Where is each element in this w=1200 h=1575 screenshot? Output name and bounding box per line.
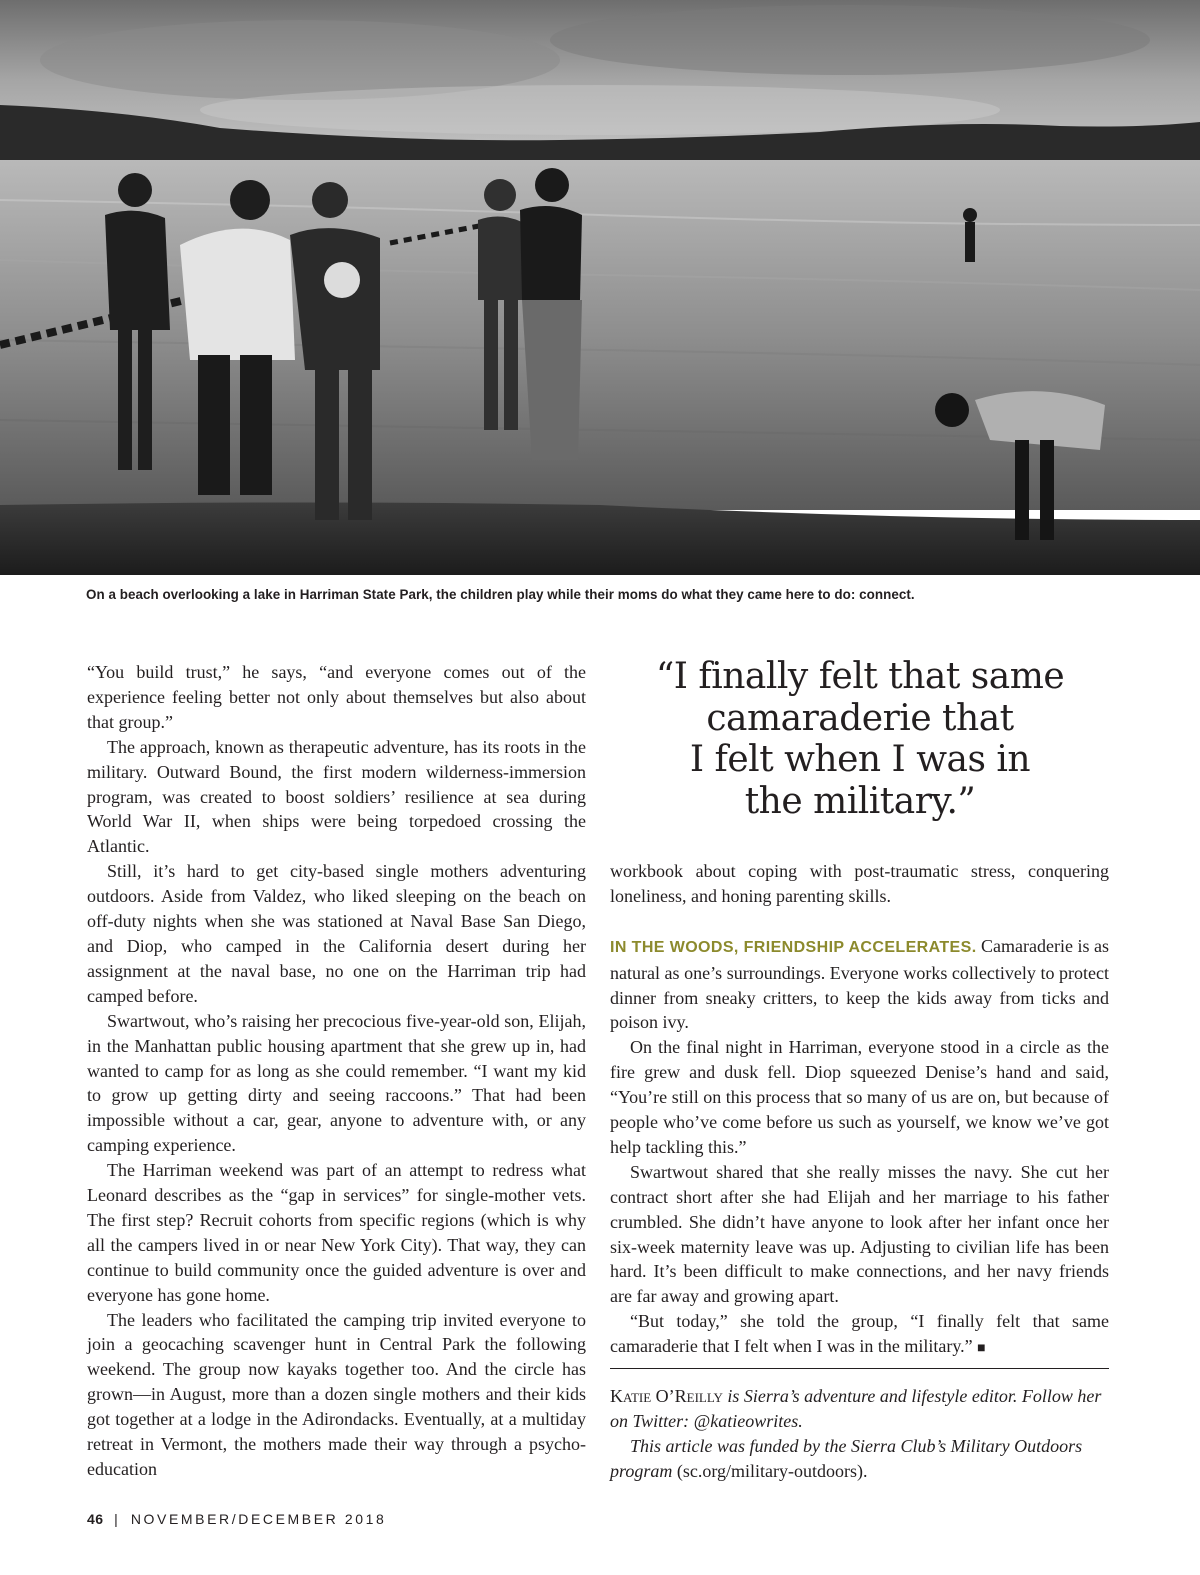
page-number: 46 [87, 1511, 104, 1527]
issue-date: NOVEMBER/DECEMBER 2018 [130, 1511, 387, 1527]
body-paragraph [610, 1309, 1109, 1362]
funding-credit: This article was funded by the Sierra Club’s Military Outdoors program [610, 1435, 1083, 1481]
author-bio [610, 1384, 1109, 1484]
author-name: Katie O’Reilly [610, 1386, 723, 1406]
section-paragraph [610, 934, 1109, 1036]
section-runin-heading: IN THE WOODS, FRIENDSHIP ACCELERATES. [610, 938, 977, 956]
pull-quote-line: the military.” [744, 780, 976, 822]
body-paragraph: The leaders who facilitated the camping trip invited everyone to join a geocaching scavenger hunt in Central Park the following weekend. The group now kayaks together too. And the circle has grown—in August, more than a dozen single mothers and their kids got together at a lodge in the Adirondacks. Eventually, at a multiday retreat in Vermont, the mothers made their way through a psycho-education [87, 1309, 586, 1479]
body-paragraph: “You build trust,” he says, “and everyone comes out of the experience feeling better not only about themselves but also about that group.” [87, 662, 586, 732]
photo-caption: On a beach overlooking a lake in Harriman State Park, the children play while their moms do what they came here to do: connect. [86, 587, 915, 602]
body-paragraph: Swartwout, who’s raising her precocious five-year-old son, Elijah, in the Manhattan public housing apartment that she grew up in, had wanted to camp for as long as she could remember. “I want my kid to grow up getting dirty and seeing raccoons.” That had been impossible without a car, gear, anyone to adventure with, or any camping experience. [87, 1010, 586, 1156]
body-paragraph: On the final night in Harriman, everyone stood in a circle as the fire grew and dusk fell. Diop squeezed Denise’s hand and said, “You’re still on this process that so many of us are on, but because of people who’ve come before us such as yourself, we know we’ve got help tackling this.” [610, 1037, 1109, 1157]
page-footer [87, 1511, 386, 1527]
pull-quote-line: I felt when I was in [689, 739, 1031, 780]
body-paragraph: Still, it’s hard to get city-based single mothers adventuring outdoors. Aside from Valdez, who liked sleeping on the beach on off-duty nights when she was stationed at Naval Base San Diego, and Diop, who camped in the California desert during her assignment at the naval base, no one on the Harriman trip had camped before. [87, 861, 586, 1006]
section-runin-text: Camaraderie is as natural as one’s surroundings. Everyone works collectively to protect dinner from sneaky critters, to keep the kids away from ticks and poison ivy. [610, 935, 1109, 1033]
funding-url: (sc.org/military-outdoors). [672, 1460, 868, 1481]
pull-quote-line: camaraderie that [706, 697, 1014, 739]
article-column-right [610, 859, 1109, 1362]
pull-quote-line: “I finally felt that same [655, 656, 1065, 697]
body-paragraph: The approach, known as therapeutic adventure, has its roots in the military. Outward Bound, the first modern wilderness-immersion program, was created to boost soldiers’ resilience at sea during World War II, when ships were being torpedoed crossing the Atlantic. [87, 736, 586, 857]
pull-quote [614, 656, 1106, 822]
final-paragraph-text: “But today,” she told the group, “I finally felt that same camaraderie that I felt when I was in the military.” [610, 1311, 1109, 1357]
bio-divider [610, 1368, 1109, 1369]
author-bio-text: is Sierra’s adventure and lifestyle editor. Follow her on Twitter: @katieowrites. [610, 1386, 1102, 1431]
article-column-left [87, 660, 586, 1482]
body-paragraph: Swartwout shared that she really misses the navy. She cut her contract short after she had Elijah and her marriage to his father crumbled. She didn’t have anyone to look after her infant once her six-week maternity leave was up. Adjusting to civilian life has been hard. It’s been difficult to make connections, and her navy friends are far away and growing apart. [610, 1161, 1109, 1307]
body-paragraph: The Harriman weekend was part of an attempt to redress what Leonard describes as the “gap in services” for single-mother vets. The first step? Recruit cohorts from specific regions (which is why all the campers lived in or near New York City). That way, they can continue to build community once the guided adventure is over and everyone has gone home. [87, 1160, 586, 1305]
footer-separator: | [114, 1511, 121, 1527]
body-paragraph: workbook about coping with post-traumatic stress, conquering loneliness, and honing parenting skills. [610, 861, 1109, 906]
lake-beach-photo [0, 0, 1200, 575]
end-mark-icon: ■ [977, 1341, 986, 1357]
